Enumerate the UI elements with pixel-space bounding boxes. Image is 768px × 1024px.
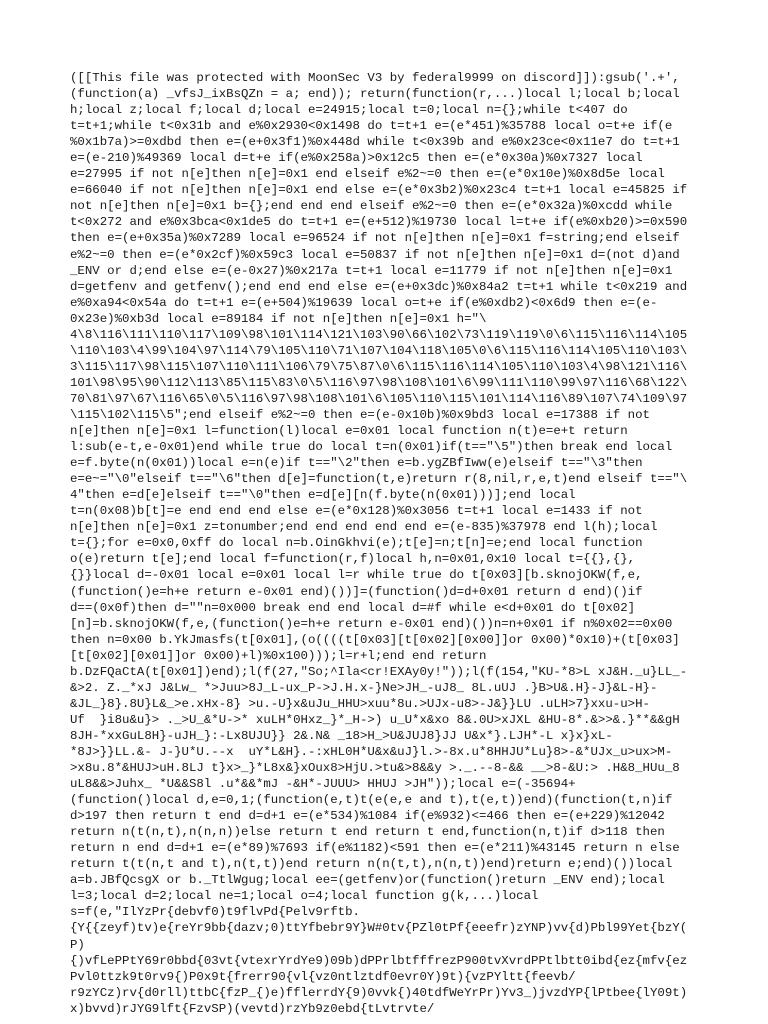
- code-line: 101\98\95\90\112\113\85\115\83\0\5\116\97\98\108\101\6\99\111\110\99\97\116\68\122\: [70, 375, 688, 390]
- code-line: \115\102\115\5";end elseif e%2~=0 then e=(e-0x10b)%0x9bd3 local e=17388 if not: [70, 407, 650, 422]
- code-line: 4"then e=d[e]elseif t=="\0"then e=d[e][n(f.byte(n(0x01)))];end local: [70, 488, 576, 503]
- code-line: d=getfenv and getfenv();end end end else e=(e+0x3dc)%0x84a2 t=t+1 while t<0x219 and: [70, 279, 688, 294]
- code-line: r9zYCz)rv{d0rll)ttbC{fzP_{)e)fflerrdY{9)0vvk{)40tdfWeYrPr)Yv3_)jvzdYP{lPtbee{lY09t): [70, 985, 688, 1000]
- code-line: &>2. Z._*xJ J&Lw_ *>Juu>8J_L-ux_P->J.H.x-}Ne>JH_-uJ8_ 8L.uUJ .}B>U&.H}-J}&L-H}-: [70, 680, 658, 695]
- code-line: e%0xa94<0x54a do t=t+1 e=(e+504)%19639 local o=t+e if(e%0xdb2)<0x6d9 then e=(e-: [70, 295, 658, 310]
- code-line: d>197 then return t end d=d+1 e=(e*534)%1084 if(e%932)<=466 then e=(e+229)%12042: [70, 809, 665, 824]
- code-line: h;local z;local f;local d;local e=24915;local t=0;local n={};while t<407 do: [70, 103, 628, 118]
- code-line: t=t+1;while t<0x31b and e%0x2930<0x1498 do t=t+1 e=(e*451)%35788 local o=t+e if(e: [70, 119, 673, 134]
- code-line: &JL_}8}.8U}L&_>e.xHx-8} >u.-U}x&uJu_HHU>xuu*8u.>UJx-u8>-J&}}LU .uLH>7}xxu-u>H-: [70, 696, 650, 711]
- code-line: e=f.byte(n(0x01))local e=n(e)if t=="\2"then e=b.ygZBfIww(e)elseif t=="\3"then: [70, 456, 643, 471]
- code-line: e=66040 if not n[e]then n[e]=0x1 end else e=(e*0x3b2)%0x23c4 t=t+1 local e=45825 if: [70, 183, 688, 198]
- code-line: (function(a) _vfsJ_ixBsQZn = a; end)); return(function(r,...)local l;local b;local: [70, 87, 680, 102]
- code-line: e=(e-210)%49369 local d=t+e if(e%0x258a)>0x12c5 then e=(e*0x30a)%0x7327 local: [70, 151, 643, 166]
- code-line: >x8u.8*&HUJ>uH.8LJ t}x>_}*L8x&}xOux8>HjU.>tu&>8&&y >._.--8-&& __>8-&U:> .H&8_HUu_8: [70, 761, 680, 776]
- code-line: {)vfLePPtY69r0bbd{03vt{vtexrYrdYe9)09b)dPPrlbtfffrezP900tvXvrdPPtlbtt0ibd{ez{mfv{ez: [70, 953, 688, 968]
- code-line: return n end d=d+1 e=(e*89)%7693 if(e%1182)<591 then e=(e*211)%43145 return n else: [70, 841, 680, 856]
- code-line: 8JH-*xxGuL8H}-uJH_}:-Lx8UJU}} 2&.N& _18>H_>U&JUJ8}JJ U&x*}.LJH*-L x}x}xL-: [70, 728, 613, 743]
- code-line: e=e~="\0"elseif t=="\6"then d[e]=function(t,e)return r(8,nil,r,e,t)end elseif t=="\: [70, 472, 688, 487]
- code-line: Uf }i8u&u}> ._>U_&*U->* xuLH*0Hxz_}*_H->) u_U*x&xo 8&.0U>xJXL &HU-8*.&>>&.}**&&gH: [70, 712, 680, 727]
- code-line: t<0x272 and e%0x3bca<0x1de5 do t=t+1 e=(e+512)%19730 local l=t+e if(e%0xb20)>=0x590: [70, 215, 688, 230]
- code-line: l:sub(e-t,e-0x01)end while true do local t=n(0x01)if(t=="\5")then break end local: [70, 440, 673, 455]
- code-line: then e=(e+0x35a)%0x7289 local e=96524 if not n[e]then n[e]=0x1 f=string;end elseif: [70, 231, 680, 246]
- code-line: 4\8\116\111\110\117\109\98\101\114\121\103\90\66\102\73\119\119\0\6\115\116\114\105: [70, 327, 688, 342]
- code-line: {Y{{zeyf)tv)e{reYr9bb{dazv;0)ttYfbebr9Y}W#0tv{PZl0tPf{eeefr)zYNP)vv{d)Pbl99Yet{bzY(: [70, 921, 688, 936]
- code-line: n[e]then n[e]=0x1 z=tonumber;end end end end end e=(e-835)%37978 end l(h);local: [70, 520, 658, 535]
- code-line: e%2~=0 then e=(e*0x2cf)%0x59c3 local e=50837 if not n[e]then n[e]=0x1 d=(not d)and: [70, 247, 680, 262]
- code-line: _ENV or d;end else e=(e-0x27)%0x217a t=t+1 local e=11779 if not n[e]then n[e]=0x1: [70, 263, 673, 278]
- code-line: t={};for e=0x0,0xff do local n=b.OinGkhvi(e);t[e]=n;t[n]=e;end local function: [70, 536, 643, 551]
- code-line: uL8&&>Juhx_ *U&&S8l .u*&&*mJ -&H*-JUUU> HHUJ >JH"));local e=(-35694+: [70, 777, 576, 792]
- code-line: a=b.JBfQcsgX or b._TtlWgug;local ee=(getfenv)or(function()return _ENV end);local: [70, 873, 665, 888]
- code-line: s=f(e,"IlYzPr{debvf0)t9flvPd{Pelv9rftb.: [70, 905, 360, 920]
- code-line: 3\115\117\98\115\107\110\111\106\79\75\87\0\6\115\116\114\105\110\103\4\98\121\116\: [70, 359, 688, 374]
- code-line: o(e)return t[e];end local f=function(r,f)local h,n=0x01,0x10 local t={{},{},: [70, 552, 636, 567]
- code-line: *8J>}}LL.&- J-}U*U.--x uY*L&H}.-:xHL0H*U&x&uJ}l.>-8x.u*8HHJU*Lu}8>-&*UJx_u>ux>M-: [70, 744, 673, 759]
- code-line: P): [70, 937, 85, 952]
- code-line: d==(0x0f)then d=""n=0x000 break end end local d=#f while e<d+0x01 do t[0x02]: [70, 600, 636, 615]
- code-line: n[e]then n[e]=0x1 l=function(l)local e=0x01 local function n(t)e=e+t return: [70, 424, 628, 439]
- code-line: return n(t(n,t),n(n,n))else return t end return t end,function(n,t)if d>118 then: [70, 825, 665, 840]
- code-line: b.DzFQaCtA(t[0x01])end);l(f(27,"So;^Ila<cr!EXAy0y!"));l(f(154,"KU-*8>L xJ&H._u}LL_-: [70, 664, 688, 679]
- code-line: [n]=b.sknojOKW(f,e,(function()e=h+e return e-0x01 end)())n=n+0x01 if n%0x02==0x00: [70, 616, 673, 631]
- code-line: l=3;local d=2;local ne=1;local o=4;local function g(k,...)local: [70, 889, 539, 904]
- code-line: e=27995 if not n[e]then n[e]=0x1 end elseif e%2~=0 then e=(e*0x10e)%0x8d5e local: [70, 167, 665, 182]
- code-line: return t(t(n,t and t),n(t,t))end return n(n(t,t),n(n,t))end)return e;end)())local: [70, 857, 673, 872]
- code-line: x)bvvd)rJYG9lft{FzvSP)(vevtd)rzYb9z0ebd{tLvtrvte/: [70, 1001, 435, 1016]
- code-line: not n[e]then n[e]=0x1 b={};end end end elseif e%2~=0 then e=(e*0x32a)%0xcdd while: [70, 199, 673, 214]
- code-line: 70\81\97\67\116\65\0\5\116\97\98\108\101\6\105\110\115\101\114\116\89\107\74\109\97: [70, 391, 688, 406]
- code-line: \110\103\4\99\104\97\114\79\105\110\71\107\104\118\105\0\6\115\116\114\105\110\103\: [70, 343, 688, 358]
- code-line: ([[This file was protected with MoonSec V3 by federal9999 on discord]]):gsub('.+',: [70, 71, 680, 85]
- code-line: 0x23e)%0xb3d local e=89184 if not n[e]then n[e]=0x1 h="\: [70, 311, 487, 326]
- code-line: t=n(0x08)b[t]=e end end end else e=(e*0x128)%0x3056 t=t+1 local e=1433 if not: [70, 504, 643, 519]
- code-line: (function()local d,e=0,1;(function(e,t)t(e(e,e and t),t(e,t))end)(function(t,n)if: [70, 793, 673, 808]
- code-line: (function()e=h+e return e-0x01 end)())]=(function()d=d+0x01 return d end)()if: [70, 584, 643, 599]
- document-page: [70, 70, 702, 1017]
- code-line: %0x1b7a)>=0xdbd then e=(e+0x3f1)%0x448d while t<0x39b and e%0x23ce<0x11e7 do t=t+1: [70, 135, 680, 150]
- code-line: [t[0x02][0x01]]or 0x00)+l)%0x100)));l=r+l;end end return: [70, 648, 487, 663]
- code-line: {}}local d=-0x01 local e=0x01 local l=r while true do t[0x03][b.sknojOKW(f,e,: [70, 568, 643, 583]
- code-line: then n=0x00 b.YkJmasfs(t[0x01],(o((((t[0x03][t[0x02][0x00]]or 0x00)*0x10)+(t[0x03]: [70, 632, 680, 647]
- code-line: Pvl0ttzk9t0rv9{)P0x9t{frerr90{vl{vz0ntlztdf0evr0Y)9t){vzPYltt{feevb/: [70, 969, 576, 984]
